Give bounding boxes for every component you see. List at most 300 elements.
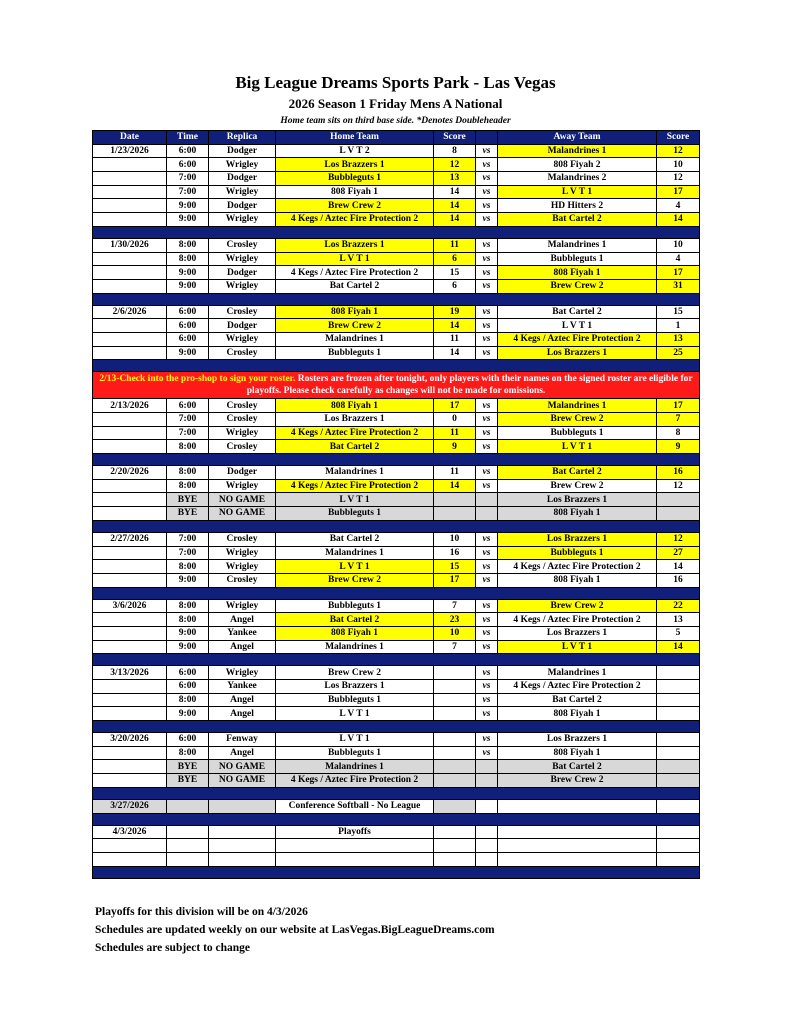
field-cell: Wrigley (209, 332, 276, 346)
week-separator (93, 787, 700, 799)
time-cell: 8:00 (167, 599, 209, 613)
header-row (93, 131, 700, 145)
home-team-cell: Los Brazzers 1 (276, 158, 434, 172)
separator-bar (93, 813, 700, 825)
home-score-cell: 10 (434, 532, 476, 546)
home-team-cell: Bubbleguts 1 (276, 346, 434, 360)
away-score-cell: 12 (657, 144, 700, 158)
roster-notice-row (93, 372, 700, 399)
home-score-cell: 14 (434, 213, 476, 227)
date-cell: 3/20/2026 (93, 733, 167, 747)
col-header-vs (476, 131, 498, 145)
table-row (93, 707, 700, 721)
time-cell: 7:00 (167, 532, 209, 546)
separator-bar (93, 360, 700, 372)
date-cell (93, 279, 167, 293)
date-cell (93, 852, 167, 866)
table-row (93, 199, 700, 213)
vs-cell: vs (476, 573, 498, 587)
away-team-cell: L V T 1 (498, 440, 657, 454)
away-team-cell: L V T 1 (498, 185, 657, 199)
away-team-cell (498, 825, 657, 839)
col-header-home-score: Score (434, 131, 476, 145)
time-cell: 7:00 (167, 426, 209, 440)
home-score-cell (434, 493, 476, 507)
away-score-cell: 12 (657, 532, 700, 546)
separator-bar (93, 866, 700, 878)
field-cell: Wrigley (209, 279, 276, 293)
time-cell: 6:00 (167, 319, 209, 333)
field-cell: Dodger (209, 266, 276, 280)
away-score-cell: 14 (657, 560, 700, 574)
field-cell: Wrigley (209, 560, 276, 574)
date-cell: 2/13/2026 (93, 399, 167, 413)
vs-cell: vs (476, 185, 498, 199)
home-team-cell: 808 Fiyah 1 (276, 399, 434, 413)
field-cell: Crosley (209, 532, 276, 546)
away-team-cell: Brew Crew 2 (498, 479, 657, 493)
away-team-cell: Malandrines 2 (498, 172, 657, 186)
field-cell: Crosley (209, 573, 276, 587)
field-cell: NO GAME (209, 760, 276, 774)
away-score-cell: 5 (657, 626, 700, 640)
home-team-cell: Los Brazzers 1 (276, 413, 434, 427)
home-score-cell (434, 852, 476, 866)
date-cell: 2/20/2026 (93, 466, 167, 480)
away-team-cell: Malandrines 1 (498, 238, 657, 252)
home-score-cell (434, 707, 476, 721)
time-cell: 9:00 (167, 707, 209, 721)
home-score-cell: 23 (434, 613, 476, 627)
table-row (93, 266, 700, 280)
home-score-cell: 9 (434, 440, 476, 454)
away-score-cell: 8 (657, 426, 700, 440)
time-cell: 9:00 (167, 346, 209, 360)
home-score-cell (434, 693, 476, 707)
table-row (93, 733, 700, 747)
away-team-cell: Bubbleguts 1 (498, 252, 657, 266)
home-score-cell: 6 (434, 252, 476, 266)
table-row (93, 305, 700, 319)
home-score-cell: 14 (434, 479, 476, 493)
date-cell (93, 573, 167, 587)
field-cell: Crosley (209, 413, 276, 427)
field-cell: Crosley (209, 238, 276, 252)
away-score-cell: 13 (657, 332, 700, 346)
home-score-cell: 17 (434, 399, 476, 413)
time-cell: BYE (167, 507, 209, 521)
schedule-table (92, 130, 700, 879)
home-team-cell: Bat Cartel 2 (276, 440, 434, 454)
away-team-cell: Bat Cartel 2 (498, 760, 657, 774)
field-cell (209, 839, 276, 853)
date-cell (93, 839, 167, 853)
home-score-cell: 0 (434, 413, 476, 427)
table-row (93, 546, 700, 560)
vs-cell: vs (476, 599, 498, 613)
home-team-cell: L V T 1 (276, 493, 434, 507)
home-score-cell (434, 680, 476, 694)
vs-cell (476, 839, 498, 853)
field-cell: Wrigley (209, 185, 276, 199)
home-team-cell: 4 Kegs / Aztec Fire Protection 2 (276, 213, 434, 227)
away-team-cell: Bat Cartel 2 (498, 213, 657, 227)
table-row (93, 825, 700, 839)
week-separator (93, 360, 700, 372)
date-cell (93, 746, 167, 760)
date-cell (93, 546, 167, 560)
date-cell (93, 507, 167, 521)
roster-notice-text: Rosters are frozen after tonight, only players with their names on the signed roster are eligible for playoffs. Please check carefully as changes will not be made for omissions. (246, 374, 693, 397)
field-cell: Angel (209, 746, 276, 760)
home-score-cell (434, 760, 476, 774)
home-team-cell: Brew Crew 2 (276, 199, 434, 213)
home-score-cell: 19 (434, 305, 476, 319)
date-cell (93, 158, 167, 172)
date-cell (93, 172, 167, 186)
home-score-cell: 14 (434, 185, 476, 199)
away-team-cell: Malandrines 1 (498, 144, 657, 158)
col-header-home-team: Home Team (276, 131, 434, 145)
time-cell: 8:00 (167, 560, 209, 574)
vs-cell: vs (476, 399, 498, 413)
away-score-cell: 16 (657, 573, 700, 587)
away-score-cell: 10 (657, 158, 700, 172)
table-row (93, 158, 700, 172)
table-row (93, 560, 700, 574)
home-score-cell: 11 (434, 466, 476, 480)
away-score-cell (657, 733, 700, 747)
home-team-cell: Malandrines 1 (276, 640, 434, 654)
time-cell: 9:00 (167, 279, 209, 293)
time-cell: 8:00 (167, 693, 209, 707)
home-score-cell: 8 (434, 144, 476, 158)
table-row (93, 252, 700, 266)
date-cell (93, 332, 167, 346)
separator-bar (93, 454, 700, 466)
table-row (93, 213, 700, 227)
away-score-cell: 15 (657, 305, 700, 319)
away-score-cell: 12 (657, 479, 700, 493)
home-score-cell: 7 (434, 599, 476, 613)
field-cell: Dodger (209, 144, 276, 158)
table-row (93, 399, 700, 413)
time-cell: 9:00 (167, 266, 209, 280)
vs-cell: vs (476, 172, 498, 186)
week-separator (93, 520, 700, 532)
time-cell (167, 852, 209, 866)
away-team-cell: Bat Cartel 2 (498, 466, 657, 480)
vs-cell: vs (476, 266, 498, 280)
away-team-cell: L V T 1 (498, 319, 657, 333)
table-row (93, 440, 700, 454)
vs-cell: vs (476, 613, 498, 627)
vs-cell: vs (476, 426, 498, 440)
home-score-cell: 14 (434, 346, 476, 360)
table-row (93, 640, 700, 654)
home-team-cell: Los Brazzers 1 (276, 680, 434, 694)
time-cell: 8:00 (167, 746, 209, 760)
away-team-cell: Brew Crew 2 (498, 774, 657, 788)
time-cell: 9:00 (167, 213, 209, 227)
vs-cell: vs (476, 532, 498, 546)
home-team-cell: Bat Cartel 2 (276, 532, 434, 546)
field-cell: NO GAME (209, 774, 276, 788)
table-row (93, 613, 700, 627)
field-cell: Wrigley (209, 213, 276, 227)
date-cell: 1/30/2026 (93, 238, 167, 252)
vs-cell: vs (476, 440, 498, 454)
away-team-cell: Los Brazzers 1 (498, 626, 657, 640)
away-team-cell: 808 Fiyah 1 (498, 746, 657, 760)
away-team-cell: Los Brazzers 1 (498, 493, 657, 507)
away-score-cell: 14 (657, 640, 700, 654)
footer-website-note: Schedules are updated weekly on our website at LasVegas.BigLeagueDreams.com (95, 924, 495, 936)
vs-cell: vs (476, 666, 498, 680)
table-row (93, 279, 700, 293)
home-team-cell: Malandrines 1 (276, 466, 434, 480)
table-row (93, 238, 700, 252)
field-cell (209, 825, 276, 839)
week-separator (93, 654, 700, 666)
date-cell (93, 680, 167, 694)
away-team-cell: Bat Cartel 2 (498, 305, 657, 319)
time-cell: 9:00 (167, 573, 209, 587)
field-cell: Yankee (209, 680, 276, 694)
home-score-cell: 14 (434, 199, 476, 213)
home-team-cell: Brew Crew 2 (276, 319, 434, 333)
away-team-cell: L V T 1 (498, 640, 657, 654)
away-team-cell: Bubbleguts 1 (498, 426, 657, 440)
home-score-cell (434, 507, 476, 521)
home-score-cell: 11 (434, 332, 476, 346)
page-note: Home team sits on third base side. *Denotes Doubleheader (280, 116, 511, 126)
footer-playoffs-note: Playoffs for this division will be on 4/3/2026 (95, 906, 308, 918)
time-cell: 8:00 (167, 238, 209, 252)
col-header-away-team: Away Team (498, 131, 657, 145)
home-score-cell (434, 666, 476, 680)
date-cell (93, 185, 167, 199)
time-cell: 7:00 (167, 185, 209, 199)
date-cell (93, 774, 167, 788)
away-score-cell (657, 493, 700, 507)
roster-notice-highlight: 2/13-Check into the pro-shop to sign your roster. (99, 374, 296, 385)
field-cell: NO GAME (209, 507, 276, 521)
vs-cell: vs (476, 479, 498, 493)
home-team-cell: Malandrines 1 (276, 332, 434, 346)
home-team-cell: Brew Crew 2 (276, 573, 434, 587)
schedule-body (93, 144, 700, 878)
vs-cell: vs (476, 413, 498, 427)
vs-cell: vs (476, 305, 498, 319)
field-cell: Wrigley (209, 158, 276, 172)
date-cell: 1/23/2026 (93, 144, 167, 158)
date-cell: 3/13/2026 (93, 666, 167, 680)
field-cell: Angel (209, 613, 276, 627)
home-team-cell (276, 839, 434, 853)
time-cell: 6:00 (167, 666, 209, 680)
table-row (93, 479, 700, 493)
away-team-cell: Malandrines 1 (498, 399, 657, 413)
away-score-cell (657, 852, 700, 866)
away-score-cell: 16 (657, 466, 700, 480)
home-team-cell: 4 Kegs / Aztec Fire Protection 2 (276, 266, 434, 280)
time-cell: BYE (167, 774, 209, 788)
time-cell: BYE (167, 493, 209, 507)
vs-cell (476, 799, 498, 813)
away-score-cell: 4 (657, 252, 700, 266)
home-score-cell (434, 799, 476, 813)
table-row (93, 680, 700, 694)
away-team-cell: Los Brazzers 1 (498, 733, 657, 747)
week-separator (93, 293, 700, 305)
table-row (93, 666, 700, 680)
week-separator (93, 226, 700, 238)
away-score-cell: 27 (657, 546, 700, 560)
vs-cell (476, 507, 498, 521)
vs-cell: vs (476, 199, 498, 213)
away-score-cell: 1 (657, 319, 700, 333)
vs-cell: vs (476, 158, 498, 172)
home-score-cell: 13 (434, 172, 476, 186)
date-cell (93, 346, 167, 360)
away-score-cell (657, 825, 700, 839)
vs-cell: vs (476, 466, 498, 480)
table-row (93, 413, 700, 427)
vs-cell: vs (476, 332, 498, 346)
col-header-date: Date (93, 131, 167, 145)
away-team-cell (498, 839, 657, 853)
away-score-cell: 25 (657, 346, 700, 360)
time-cell: BYE (167, 760, 209, 774)
away-team-cell: Bubbleguts 1 (498, 546, 657, 560)
field-cell: Wrigley (209, 599, 276, 613)
vs-cell (476, 825, 498, 839)
week-separator (93, 866, 700, 878)
home-team-cell: 4 Kegs / Aztec Fire Protection 2 (276, 426, 434, 440)
separator-bar (93, 787, 700, 799)
home-team-cell: L V T 1 (276, 733, 434, 747)
date-cell (93, 493, 167, 507)
home-team-cell: L V T 2 (276, 144, 434, 158)
away-team-cell (498, 852, 657, 866)
date-cell (93, 213, 167, 227)
away-team-cell: 808 Fiyah 1 (498, 266, 657, 280)
field-cell (209, 852, 276, 866)
vs-cell: vs (476, 746, 498, 760)
field-cell: Angel (209, 640, 276, 654)
away-score-cell (657, 760, 700, 774)
date-cell (93, 440, 167, 454)
page-title: Big League Dreams Sports Park - Las Vegas (235, 73, 556, 92)
field-cell: Crosley (209, 440, 276, 454)
away-score-cell: 13 (657, 613, 700, 627)
time-cell: 9:00 (167, 199, 209, 213)
away-score-cell (657, 774, 700, 788)
bye-row (93, 507, 700, 521)
home-score-cell (434, 825, 476, 839)
vs-cell: vs (476, 319, 498, 333)
vs-cell: vs (476, 680, 498, 694)
field-cell: Dodger (209, 319, 276, 333)
bye-row (93, 774, 700, 788)
vs-cell: vs (476, 560, 498, 574)
table-row (93, 144, 700, 158)
time-cell: 6:00 (167, 158, 209, 172)
separator-bar (93, 721, 700, 733)
time-cell: 8:00 (167, 479, 209, 493)
table-row (93, 319, 700, 333)
home-score-cell: 10 (434, 626, 476, 640)
home-team-cell: 4 Kegs / Aztec Fire Protection 2 (276, 774, 434, 788)
separator-bar (93, 654, 700, 666)
date-cell (93, 266, 167, 280)
away-score-cell (657, 839, 700, 853)
home-team-cell: 808 Fiyah 1 (276, 185, 434, 199)
away-score-cell: 31 (657, 279, 700, 293)
away-team-cell: Bat Cartel 2 (498, 693, 657, 707)
home-team-cell: 4 Kegs / Aztec Fire Protection 2 (276, 479, 434, 493)
vs-cell: vs (476, 213, 498, 227)
home-team-cell: Malandrines 1 (276, 546, 434, 560)
away-score-cell (657, 680, 700, 694)
home-team-cell: Bat Cartel 2 (276, 279, 434, 293)
away-score-cell (657, 693, 700, 707)
away-score-cell: 14 (657, 213, 700, 227)
date-cell: 3/27/2026 (93, 799, 167, 813)
time-cell: 6:00 (167, 680, 209, 694)
field-cell: Wrigley (209, 252, 276, 266)
away-score-cell (657, 666, 700, 680)
time-cell: 6:00 (167, 305, 209, 319)
home-score-cell: 15 (434, 266, 476, 280)
away-team-cell: Brew Crew 2 (498, 279, 657, 293)
date-cell (93, 319, 167, 333)
home-score-cell: 6 (434, 279, 476, 293)
separator-bar (93, 520, 700, 532)
time-cell: 9:00 (167, 640, 209, 654)
vs-cell: vs (476, 733, 498, 747)
time-cell: 7:00 (167, 172, 209, 186)
vs-cell: vs (476, 144, 498, 158)
home-score-cell (434, 839, 476, 853)
away-team-cell: HD Hitters 2 (498, 199, 657, 213)
home-score-cell: 11 (434, 426, 476, 440)
footer-change-note: Schedules are subject to change (95, 942, 251, 954)
away-team-cell: 4 Kegs / Aztec Fire Protection 2 (498, 560, 657, 574)
date-cell (93, 707, 167, 721)
field-cell: Crosley (209, 346, 276, 360)
home-team-cell: Playoffs (276, 825, 434, 839)
date-cell (93, 626, 167, 640)
field-cell: Angel (209, 693, 276, 707)
away-score-cell (657, 507, 700, 521)
home-team-cell: Bubbleguts 1 (276, 599, 434, 613)
vs-cell: vs (476, 238, 498, 252)
home-team-cell (276, 852, 434, 866)
week-separator (93, 813, 700, 825)
date-cell (93, 560, 167, 574)
time-cell: 7:00 (167, 546, 209, 560)
away-score-cell: 17 (657, 266, 700, 280)
away-team-cell: 808 Fiyah 1 (498, 507, 657, 521)
table-row (93, 532, 700, 546)
away-team-cell: 808 Fiyah 2 (498, 158, 657, 172)
home-team-cell: Bubbleguts 1 (276, 746, 434, 760)
date-cell (93, 479, 167, 493)
vs-cell: vs (476, 279, 498, 293)
date-cell (93, 413, 167, 427)
